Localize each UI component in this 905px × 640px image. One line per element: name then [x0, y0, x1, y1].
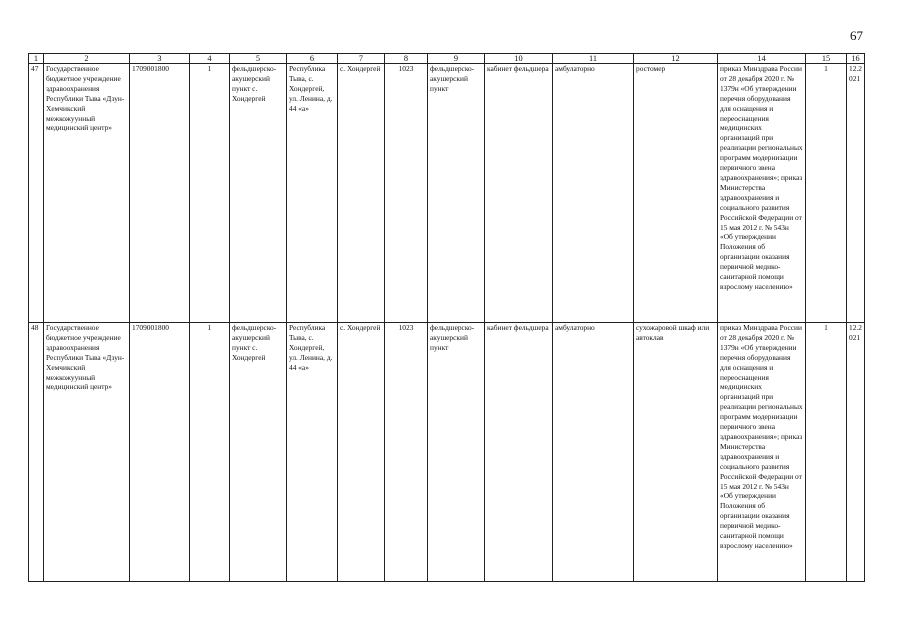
column-header: 4 [190, 54, 230, 64]
unit-name: фельдшерско-акушерский пункт с. Хондергей [230, 323, 287, 582]
organization-name: Государственное бюджетное учреждение здравоохранения Республики Тыва «Дзун-Хемчикский межкожуунный медицинский центр» [44, 323, 130, 582]
unit-address: Республика Тыва, с. Хондергей, ул. Ленина, д. 44 «а» [287, 323, 338, 582]
unit-type: фельдшерско-акушерский пункт [428, 64, 485, 323]
unit-address: Республика Тыва, с. Хондергей, ул. Ленина, д. 44 «а» [287, 64, 338, 323]
column-header: 7 [338, 54, 385, 64]
locality: с. Хондергей [338, 323, 385, 582]
column-4-value: 1 [190, 64, 230, 323]
care-type: амбулаторно [553, 323, 634, 582]
equipment-name: ростомер [634, 64, 718, 323]
column-header: 12 [634, 54, 718, 64]
column-4-value: 1 [190, 323, 230, 582]
column-8-value: 1023 [385, 64, 428, 323]
column-header: 16 [847, 54, 865, 64]
quantity: 1 [806, 64, 847, 323]
unit-type: фельдшерско-акушерский пункт [428, 323, 485, 582]
room-name: кабинет фельдшера [485, 323, 553, 582]
table-row [29, 64, 865, 323]
column-header: 10 [485, 54, 553, 64]
legal-basis: приказ Минздрава России от 28 декабря 2020 г. № 1379н «Об утверждении перечня оборудования для оснащения и переоснащения медицинских организаций при реализации региональных программ модернизации первичного звена здравоохранения»; приказ Министерства здравоохранения и социального развития Российской Федерации от 15 мая 2012 г. № 543н «Об утверждении Положения об организации оказания первичной медико-санитарной помощи взрослому населению» [718, 64, 806, 323]
equipment-name: сухожаровой шкаф или автоклав [634, 323, 718, 582]
table-row [29, 323, 865, 582]
column-header: 14 [718, 54, 806, 64]
column-header: 15 [806, 54, 847, 64]
legal-basis: приказ Минздрава России от 28 декабря 2020 г. № 1379н «Об утверждении перечня оборудования для оснащения и переоснащения медицинских организаций при реализации региональных программ модернизации первичного звена здравоохранения»; приказ Министерства здравоохранения и социального развития Российской Федерации от 15 мая 2012 г. № 543н «Об утверждении Положения об организации оказания первичной медико-санитарной помощи взрослому населению» [718, 323, 806, 582]
due-date: 12.2021 [847, 323, 865, 582]
locality: с. Хондергей [338, 64, 385, 323]
column-header: 1 [29, 54, 44, 64]
column-header: 2 [44, 54, 130, 64]
organization-code: 1709001800 [130, 64, 190, 323]
unit-name: фельдшерско-акушерский пункт с. Хондергей [230, 64, 287, 323]
column-8-value: 1023 [385, 323, 428, 582]
page-number: 67 [850, 28, 863, 43]
organization-name: Государственное бюджетное учреждение здравоохранения Республики Тыва «Дзун-Хемчикский межкожуунный медицинский центр» [44, 64, 130, 323]
care-type: амбулаторно [553, 64, 634, 323]
column-header: 5 [230, 54, 287, 64]
row-number: 47 [29, 64, 44, 323]
column-header: 9 [428, 54, 485, 64]
column-header: 11 [553, 54, 634, 64]
equipment-registry-table [28, 53, 865, 582]
column-header: 3 [130, 54, 190, 64]
column-number-row [29, 54, 865, 64]
due-date: 12.2021 [847, 64, 865, 323]
row-number: 48 [29, 323, 44, 582]
quantity: 1 [806, 323, 847, 582]
organization-code: 1709001800 [130, 323, 190, 582]
column-header: 8 [385, 54, 428, 64]
room-name: кабинет фельдшера [485, 64, 553, 323]
column-header: 6 [287, 54, 338, 64]
